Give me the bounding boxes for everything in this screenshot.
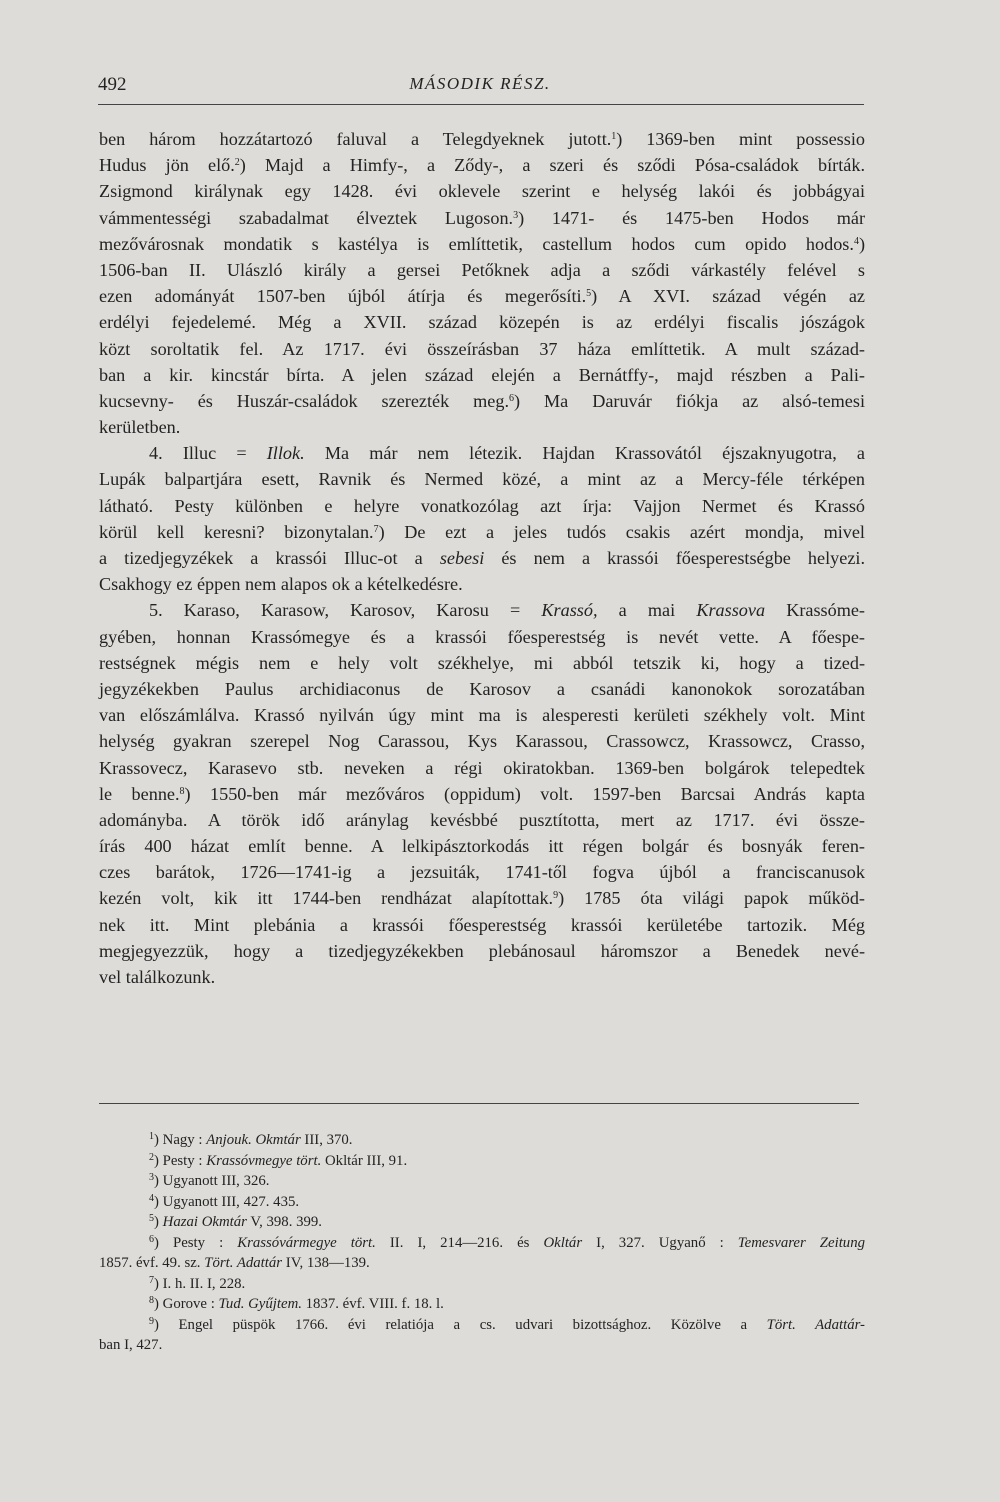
text-line: vel találkozunk. (99, 967, 216, 987)
text-line: körül kell keresni? bizonytalan.$^7$) De ezt a jeles tudós csakis azért mondja, mivel (99, 521, 865, 542)
text-line: mezővárosnak mondatik s kastélya is említtetik, castellum hodos cum opido hodos.$^4$) (99, 233, 865, 254)
text-line: adományba. A török idő aránylag kevésbbé pusztította, mert az 1717. évi össze- (99, 809, 865, 830)
text-line: ben három hozzátartozó faluval a Telegdyeknek jutott.$^1$) 1369-ben mint possessio (99, 129, 865, 149)
text-line: gyében, honnan Krassómegye és a krassói főesperestség is nevét vette. A főespe- (99, 626, 865, 647)
text-line: le benne.$^8$) 1550-ben már mezőváros (oppidum) volt. 1597-ben Barcsai András kapta (99, 783, 865, 804)
page-header (98, 74, 862, 100)
text-line: 1506-ban II. Ulászló király a gersei Petőknek adja a sződi várkastély felével s (99, 259, 865, 280)
text-line: ban a kir. kincstár bírta. A jelen század elején a Bernátffy-, majd részben a Pali- (99, 364, 865, 385)
text-line: Hudus jön elő.$^2$) Majd a Himfy-, a Ződy-, a szeri és sződi Pósa-családok bírták. (99, 155, 865, 176)
text-line: Zsigmond királynak egy 1428. évi oklevele szerint e helység lakói és jobbágyai (99, 181, 865, 202)
text-line: kezén volt, kik itt 1744-ben rendházat alapítottak.$^9$) 1785 óta világi papok működ- (99, 888, 865, 909)
body-text (99, 126, 865, 990)
footnote: $^3$) Ugyanott III, 326. (149, 1172, 270, 1189)
page-number: 492 (98, 74, 127, 95)
text-line: vámmentességi szabadalmat élveztek Lugoson.$^3$) 1471- és 1475-ben Hodos már (99, 207, 866, 228)
text-line: írás 400 házat említ benne. A lelkipásztorkodás itt régen bolgár és bosnyák feren- (99, 836, 865, 857)
text-line: helység gyakran szerepel Nog Carassou, Kys Karassou, Crassowcz, Krassowcz, Crasso, (99, 731, 865, 752)
text-line: erdélyi fejedelemé. Még a XVII. század közepén is az erdélyi fiscalis jószágok (99, 312, 865, 333)
text-line: közt soroltatik fel. Az 1717. évi összeírásban 37 háza említtetik. A mult század- (99, 338, 865, 359)
text-line: kerületben. (99, 417, 181, 438)
text-line: jegyzékekben Paulus archidiaconus de Karosov a csanádi kanonokok sorozatában (99, 678, 865, 699)
header-rule (98, 104, 864, 105)
text-line: a tizedjegyzékek a krassói Illuc-ot a sebesi és nem a krassói főesperestségbe helyezi. (99, 548, 865, 568)
text-line: ezen adományát 1507-ben újból átírja és megerősíti.$^5$) A XVI. század végén az (99, 286, 865, 307)
footnote: $^8$) Gorove : Tud. Gyűjtem. 1837. évf. VIII. f. 18. l. (149, 1295, 444, 1312)
footnote: $^5$) Hazai Okmtár V, 398. 399. (149, 1213, 323, 1230)
text-line: látható. Pesty különben e helyre vonatkozólag azt írja: Vajjon Nermet és Krassó (99, 495, 865, 516)
text-line: nek itt. Mint plebánia a krassói főesperestség krassói kerületébe tartozik. Még (99, 914, 865, 935)
text-line: Lupák balpartjára esett, Ravnik és Nermed közé, a mint az a Mercy-féle térképen (99, 469, 865, 490)
footnote: $^4$) Ugyanott III, 427. 435. (149, 1192, 300, 1210)
running-head: MÁSODIK RÉSZ. (409, 74, 551, 93)
text-line: czes barátok, 1726—1741-ig a jezsuiták, 1741-től fogva újból a franciscanusok (99, 862, 865, 883)
footnote: $^6$) Pesty : Krassóvármegye tört. II. I, 214—216. és Okltár I, 327. Ugyanő : Temesvarer Zeitung (149, 1233, 866, 1251)
text-line: restségnek mégis nem e hely volt székhelye, mi abból tetszik ki, hogy a tized- (99, 652, 865, 673)
footnote: $^1$) Nagy : Anjouk. Okmtár III, 370. (149, 1131, 353, 1148)
footnote: $^2$) Pesty : Krassóvmegye tört. Okltár III, 91. (149, 1151, 408, 1169)
text-line: Krassovecz, Karasevo stb. neveken a régi okiratokban. 1369-ben bolgárok telepedtek (99, 757, 865, 778)
footnote-continuation: 1857. évf. 49. sz. Tört. Adattár IV, 138—139. (99, 1255, 370, 1271)
footnote-rule (99, 1103, 859, 1104)
text-line: Csakhogy ez éppen nem alapos ok a kételkedésre. (99, 574, 463, 595)
text-line: 4. Illuc = Illok. Ma már nem létezik. Hajdan Krassovától éjszaknyugotra, a (149, 443, 865, 464)
footnote: $^9$) Engel püspök 1766. évi relatiója a cs. udvari bizottsághoz. Közölve a Tört. Adattár- (149, 1315, 865, 1333)
footnote-continuation: ban I, 427. (99, 1337, 163, 1353)
text-line: megjegyezzük, hogy a tizedjegyzékekben plebánosaul háromszor a Benedek nevé- (99, 940, 865, 961)
text-line: van előszámlálva. Krassó nyilván úgy mint ma is alesperesti kerületi székhely volt. Mint (99, 705, 865, 726)
footnotes (99, 1130, 865, 1356)
footnote: $^7$) I. h. II. I, 228. (149, 1274, 246, 1292)
text-line: kucsevny- és Huszár-családok szerezték meg.$^6$) Ma Daruvár fiókja az alsó-temesi (99, 390, 866, 411)
text-line: 5. Karaso, Karasow, Karosov, Karosu = Krassó, a mai Krassova Krassóme- (149, 600, 865, 621)
